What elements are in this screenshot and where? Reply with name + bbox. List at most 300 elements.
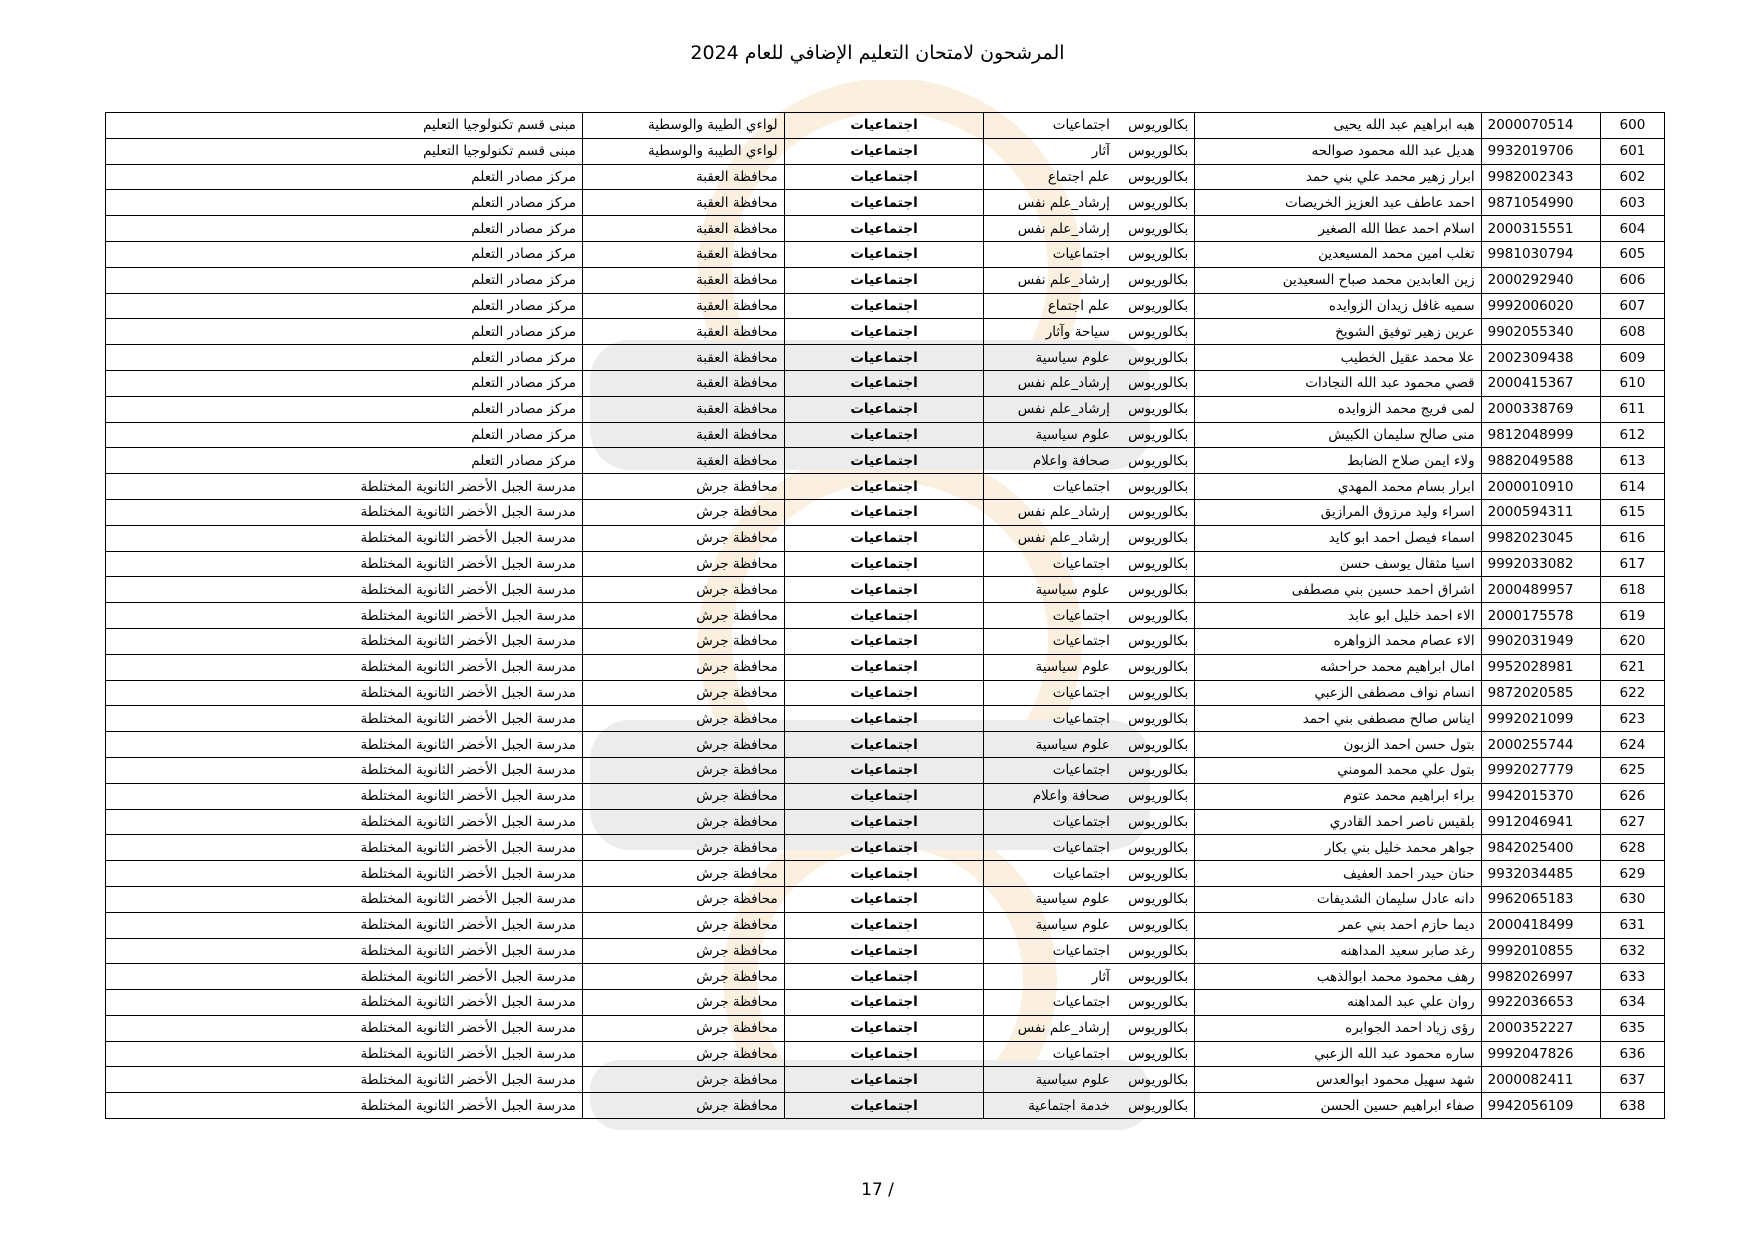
specialization-cell: اجتماعيات — [984, 241, 1116, 267]
row-index-cell: 618 — [1600, 577, 1664, 603]
branch-cell: اجتماعيات — [784, 525, 984, 551]
candidate-name-cell: حنان حيدر احمد العفيف — [1195, 861, 1481, 887]
exam-center-cell: مدرسة الجبل الأخضر الثانوية المختلطة — [106, 474, 583, 500]
branch-cell: اجتماعيات — [784, 912, 984, 938]
directorate-cell: محافظة جرش — [582, 474, 784, 500]
degree-cell: بكالوريوس — [1116, 809, 1195, 835]
specialization-cell: علم اجتماع — [984, 164, 1116, 190]
specialization-cell: اجتماعيات — [984, 628, 1116, 654]
exam-center-cell: مركز مصادر التعلم — [106, 293, 583, 319]
exam-center-cell: مدرسة الجبل الأخضر الثانوية المختلطة — [106, 732, 583, 758]
row-index-cell: 600 — [1600, 113, 1664, 139]
exam-center-cell: مبنى قسم تكنولوجيا التعليم — [106, 138, 583, 164]
directorate-cell: محافظة جرش — [582, 861, 784, 887]
candidates-table — [105, 112, 1665, 1119]
row-index-cell: 612 — [1600, 422, 1664, 448]
row-index-cell: 627 — [1600, 809, 1664, 835]
exam-center-cell: مدرسة الجبل الأخضر الثانوية المختلطة — [106, 783, 583, 809]
national-id-cell: 9962065183 — [1481, 886, 1600, 912]
branch-cell: اجتماعيات — [784, 783, 984, 809]
exam-center-cell: مركز مصادر التعلم — [106, 190, 583, 216]
specialization-cell: اجتماعيات — [984, 1041, 1116, 1067]
degree-cell: بكالوريوس — [1116, 499, 1195, 525]
branch-cell: اجتماعيات — [784, 422, 984, 448]
row-index-cell: 630 — [1600, 886, 1664, 912]
national-id-cell: 2000594311 — [1481, 499, 1600, 525]
row-index-cell: 626 — [1600, 783, 1664, 809]
national-id-cell: 2000315551 — [1481, 216, 1600, 242]
national-id-cell: 2000489957 — [1481, 577, 1600, 603]
specialization-cell: اجتماعيات — [984, 680, 1116, 706]
exam-center-cell: مدرسة الجبل الأخضر الثانوية المختلطة — [106, 603, 583, 629]
exam-center-cell: مركز مصادر التعلم — [106, 370, 583, 396]
national-id-cell: 9982002343 — [1481, 164, 1600, 190]
table-row — [106, 912, 1665, 938]
candidate-name-cell: اسيا مثقال يوسف حسن — [1195, 551, 1481, 577]
directorate-cell: محافظة جرش — [582, 706, 784, 732]
branch-cell: اجتماعيات — [784, 216, 984, 242]
specialization-cell: اجتماعيات — [984, 113, 1116, 139]
directorate-cell: محافظة جرش — [582, 835, 784, 861]
directorate-cell: محافظة العقبة — [582, 345, 784, 371]
candidate-name-cell: الاء عصام محمد الزواهره — [1195, 628, 1481, 654]
candidate-name-cell: جواهر محمد خليل بني بكار — [1195, 835, 1481, 861]
national-id-cell: 9992006020 — [1481, 293, 1600, 319]
table-row — [106, 345, 1665, 371]
branch-cell: اجتماعيات — [784, 757, 984, 783]
national-id-cell: 2000070514 — [1481, 113, 1600, 139]
row-index-cell: 611 — [1600, 396, 1664, 422]
national-id-cell: 2000292940 — [1481, 267, 1600, 293]
table-row — [106, 654, 1665, 680]
exam-center-cell: مدرسة الجبل الأخضر الثانوية المختلطة — [106, 835, 583, 861]
branch-cell: اجتماعيات — [784, 190, 984, 216]
table-row — [106, 422, 1665, 448]
national-id-cell: 9882049588 — [1481, 448, 1600, 474]
branch-cell: اجتماعيات — [784, 628, 984, 654]
table-row — [106, 938, 1665, 964]
table-row — [106, 861, 1665, 887]
row-index-cell: 620 — [1600, 628, 1664, 654]
page-number: 17 / — [861, 1180, 894, 1200]
degree-cell: بكالوريوس — [1116, 1093, 1195, 1119]
candidate-name-cell: انسام نواف مصطفى الزعبي — [1195, 680, 1481, 706]
national-id-cell: 2000255744 — [1481, 732, 1600, 758]
national-id-cell: 2000338769 — [1481, 396, 1600, 422]
row-index-cell: 621 — [1600, 654, 1664, 680]
exam-center-cell: مدرسة الجبل الأخضر الثانوية المختلطة — [106, 680, 583, 706]
specialization-cell: إرشاد_علم نفس — [984, 190, 1116, 216]
degree-cell: بكالوريوس — [1116, 241, 1195, 267]
directorate-cell: محافظة العقبة — [582, 164, 784, 190]
candidate-name-cell: ساره محمود عبد الله الزعبي — [1195, 1041, 1481, 1067]
table-row — [106, 835, 1665, 861]
directorate-cell: محافظة العقبة — [582, 396, 784, 422]
specialization-cell: علوم سياسية — [984, 422, 1116, 448]
specialization-cell: اجتماعيات — [984, 603, 1116, 629]
row-index-cell: 610 — [1600, 370, 1664, 396]
branch-cell: اجتماعيات — [784, 964, 984, 990]
specialization-cell: علوم سياسية — [984, 345, 1116, 371]
specialization-cell: اجتماعيات — [984, 990, 1116, 1016]
candidate-name-cell: هديل عبد الله محمود صوالحه — [1195, 138, 1481, 164]
candidate-name-cell: منى صالح سليمان الكبيش — [1195, 422, 1481, 448]
exam-center-cell: مدرسة الجبل الأخضر الثانوية المختلطة — [106, 1015, 583, 1041]
directorate-cell: محافظة العقبة — [582, 241, 784, 267]
table-row — [106, 757, 1665, 783]
row-index-cell: 636 — [1600, 1041, 1664, 1067]
row-index-cell: 606 — [1600, 267, 1664, 293]
branch-cell: اجتماعيات — [784, 1015, 984, 1041]
table-row — [106, 732, 1665, 758]
directorate-cell: محافظة العقبة — [582, 216, 784, 242]
specialization-cell: إرشاد_علم نفس — [984, 267, 1116, 293]
branch-cell: اجتماعيات — [784, 732, 984, 758]
candidate-name-cell: هبه ابراهيم عبد الله يحيى — [1195, 113, 1481, 139]
table-row — [106, 551, 1665, 577]
specialization-cell: إرشاد_علم نفس — [984, 370, 1116, 396]
row-index-cell: 608 — [1600, 319, 1664, 345]
specialization-cell: علوم سياسية — [984, 732, 1116, 758]
row-index-cell: 602 — [1600, 164, 1664, 190]
national-id-cell: 9842025400 — [1481, 835, 1600, 861]
national-id-cell: 9902031949 — [1481, 628, 1600, 654]
degree-cell: بكالوريوس — [1116, 474, 1195, 500]
table-row — [106, 525, 1665, 551]
national-id-cell: 9992027779 — [1481, 757, 1600, 783]
national-id-cell: 9992033082 — [1481, 551, 1600, 577]
row-index-cell: 628 — [1600, 835, 1664, 861]
specialization-cell: اجتماعيات — [984, 474, 1116, 500]
table-row — [106, 499, 1665, 525]
candidate-name-cell: دانه عادل سليمان الشديفات — [1195, 886, 1481, 912]
directorate-cell: محافظة جرش — [582, 1015, 784, 1041]
exam-center-cell: مركز مصادر التعلم — [106, 164, 583, 190]
exam-center-cell: مدرسة الجبل الأخضر الثانوية المختلطة — [106, 912, 583, 938]
national-id-cell: 9932019706 — [1481, 138, 1600, 164]
table-row — [106, 396, 1665, 422]
candidate-name-cell: براء ابراهيم محمد عتوم — [1195, 783, 1481, 809]
candidate-name-cell: قصي محمود عبد الله النجادات — [1195, 370, 1481, 396]
candidate-name-cell: بتول حسن احمد الزبون — [1195, 732, 1481, 758]
branch-cell: اجتماعيات — [784, 680, 984, 706]
candidate-name-cell: احمد عاطف عبد العزيز الخريصات — [1195, 190, 1481, 216]
directorate-cell: محافظة جرش — [582, 732, 784, 758]
branch-cell: اجتماعيات — [784, 499, 984, 525]
candidate-name-cell: اسراء وليد مرزوق المرازيق — [1195, 499, 1481, 525]
specialization-cell: خدمة اجتماعية — [984, 1093, 1116, 1119]
national-id-cell: 9982023045 — [1481, 525, 1600, 551]
candidate-name-cell: رؤى زياد احمد الجوابره — [1195, 1015, 1481, 1041]
directorate-cell: محافظة جرش — [582, 551, 784, 577]
exam-center-cell: مركز مصادر التعلم — [106, 216, 583, 242]
specialization-cell: إرشاد_علم نفس — [984, 1015, 1116, 1041]
national-id-cell: 9942056109 — [1481, 1093, 1600, 1119]
directorate-cell: محافظة العقبة — [582, 293, 784, 319]
degree-cell: بكالوريوس — [1116, 370, 1195, 396]
degree-cell: بكالوريوس — [1116, 603, 1195, 629]
row-index-cell: 625 — [1600, 757, 1664, 783]
degree-cell: بكالوريوس — [1116, 319, 1195, 345]
row-index-cell: 619 — [1600, 603, 1664, 629]
national-id-cell: 9872020585 — [1481, 680, 1600, 706]
directorate-cell: محافظة العقبة — [582, 267, 784, 293]
branch-cell: اجتماعيات — [784, 448, 984, 474]
degree-cell: بكالوريوس — [1116, 732, 1195, 758]
exam-center-cell: مدرسة الجبل الأخضر الثانوية المختلطة — [106, 706, 583, 732]
candidate-name-cell: زين العابدين محمد صباح السعيدين — [1195, 267, 1481, 293]
branch-cell: اجتماعيات — [784, 551, 984, 577]
specialization-cell: اجتماعيات — [984, 835, 1116, 861]
directorate-cell: محافظة جرش — [582, 1093, 784, 1119]
exam-center-cell: مدرسة الجبل الأخضر الثانوية المختلطة — [106, 525, 583, 551]
row-index-cell: 603 — [1600, 190, 1664, 216]
branch-cell: اجتماعيات — [784, 706, 984, 732]
table-row — [106, 113, 1665, 139]
degree-cell: بكالوريوس — [1116, 628, 1195, 654]
directorate-cell: محافظة جرش — [582, 628, 784, 654]
directorate-cell: محافظة جرش — [582, 886, 784, 912]
specialization-cell: آثار — [984, 964, 1116, 990]
branch-cell: اجتماعيات — [784, 345, 984, 371]
branch-cell: اجتماعيات — [784, 267, 984, 293]
directorate-cell: محافظة جرش — [582, 938, 784, 964]
candidate-name-cell: سميه غافل زيدان الزوايده — [1195, 293, 1481, 319]
candidate-name-cell: اسلام احمد عطا الله الصغير — [1195, 216, 1481, 242]
specialization-cell: صحافة واعلام — [984, 448, 1116, 474]
exam-center-cell: مدرسة الجبل الأخضر الثانوية المختلطة — [106, 938, 583, 964]
degree-cell: بكالوريوس — [1116, 525, 1195, 551]
row-index-cell: 615 — [1600, 499, 1664, 525]
row-index-cell: 637 — [1600, 1067, 1664, 1093]
candidate-name-cell: امال ابراهيم محمد حراحشه — [1195, 654, 1481, 680]
national-id-cell: 9942015370 — [1481, 783, 1600, 809]
branch-cell: اجتماعيات — [784, 474, 984, 500]
directorate-cell: محافظة العقبة — [582, 190, 784, 216]
exam-center-cell: مدرسة الجبل الأخضر الثانوية المختلطة — [106, 1041, 583, 1067]
directorate-cell: محافظة جرش — [582, 499, 784, 525]
table-row — [106, 577, 1665, 603]
branch-cell: اجتماعيات — [784, 293, 984, 319]
exam-center-cell: مدرسة الجبل الأخضر الثانوية المختلطة — [106, 757, 583, 783]
branch-cell: اجتماعيات — [784, 1067, 984, 1093]
branch-cell: اجتماعيات — [784, 370, 984, 396]
exam-center-cell: مدرسة الجبل الأخضر الثانوية المختلطة — [106, 886, 583, 912]
exam-center-cell: مركز مصادر التعلم — [106, 267, 583, 293]
row-index-cell: 629 — [1600, 861, 1664, 887]
candidate-name-cell: صفاء ابراهيم حسين الحسن — [1195, 1093, 1481, 1119]
table-row — [106, 164, 1665, 190]
degree-cell: بكالوريوس — [1116, 1041, 1195, 1067]
national-id-cell: 9902055340 — [1481, 319, 1600, 345]
specialization-cell: اجتماعيات — [984, 861, 1116, 887]
degree-cell: بكالوريوس — [1116, 912, 1195, 938]
row-index-cell: 631 — [1600, 912, 1664, 938]
exam-center-cell: مركز مصادر التعلم — [106, 241, 583, 267]
exam-center-cell: مركز مصادر التعلم — [106, 422, 583, 448]
national-id-cell: 9952028981 — [1481, 654, 1600, 680]
specialization-cell: إرشاد_علم نفس — [984, 216, 1116, 242]
national-id-cell: 9871054990 — [1481, 190, 1600, 216]
exam-center-cell: مركز مصادر التعلم — [106, 319, 583, 345]
table-row — [106, 964, 1665, 990]
candidate-name-cell: ايناس صالح مصطفى بني احمد — [1195, 706, 1481, 732]
table-body — [106, 113, 1665, 1119]
exam-center-cell: مدرسة الجبل الأخضر الثانوية المختلطة — [106, 628, 583, 654]
specialization-cell: إرشاد_علم نفس — [984, 396, 1116, 422]
specialization-cell: علوم سياسية — [984, 912, 1116, 938]
row-index-cell: 634 — [1600, 990, 1664, 1016]
table-row — [106, 138, 1665, 164]
branch-cell: اجتماعيات — [784, 1093, 984, 1119]
row-index-cell: 605 — [1600, 241, 1664, 267]
exam-center-cell: مدرسة الجبل الأخضر الثانوية المختلطة — [106, 654, 583, 680]
specialization-cell: علم اجتماع — [984, 293, 1116, 319]
table-row — [106, 1093, 1665, 1119]
candidate-name-cell: روان علي عبد المداهنه — [1195, 990, 1481, 1016]
directorate-cell: محافظة العقبة — [582, 448, 784, 474]
specialization-cell: صحافة واعلام — [984, 783, 1116, 809]
specialization-cell: علوم سياسية — [984, 1067, 1116, 1093]
candidate-name-cell: اشراق احمد حسين بني مصطفى — [1195, 577, 1481, 603]
specialization-cell: علوم سياسية — [984, 654, 1116, 680]
row-index-cell: 617 — [1600, 551, 1664, 577]
candidate-name-cell: اسماء فيصل احمد ابو كايد — [1195, 525, 1481, 551]
branch-cell: اجتماعيات — [784, 1041, 984, 1067]
branch-cell: اجتماعيات — [784, 241, 984, 267]
national-id-cell: 2002309438 — [1481, 345, 1600, 371]
degree-cell: بكالوريوس — [1116, 783, 1195, 809]
degree-cell: بكالوريوس — [1116, 654, 1195, 680]
row-index-cell: 622 — [1600, 680, 1664, 706]
row-index-cell: 601 — [1600, 138, 1664, 164]
degree-cell: بكالوريوس — [1116, 113, 1195, 139]
specialization-cell: إرشاد_علم نفس — [984, 499, 1116, 525]
national-id-cell: 9992021099 — [1481, 706, 1600, 732]
candidate-name-cell: بتول علي محمد المومني — [1195, 757, 1481, 783]
degree-cell: بكالوريوس — [1116, 964, 1195, 990]
exam-center-cell: مدرسة الجبل الأخضر الثانوية المختلطة — [106, 964, 583, 990]
branch-cell: اجتماعيات — [784, 886, 984, 912]
table-row — [106, 267, 1665, 293]
row-index-cell: 607 — [1600, 293, 1664, 319]
table-row — [106, 319, 1665, 345]
candidate-name-cell: الاء احمد خليل ابو عابد — [1195, 603, 1481, 629]
directorate-cell: محافظة جرش — [582, 783, 784, 809]
directorate-cell: محافظة جرش — [582, 912, 784, 938]
table-row — [106, 293, 1665, 319]
directorate-cell: محافظة جرش — [582, 990, 784, 1016]
candidate-name-cell: بلقيس ناصر احمد القادري — [1195, 809, 1481, 835]
national-id-cell: 2000082411 — [1481, 1067, 1600, 1093]
degree-cell: بكالوريوس — [1116, 345, 1195, 371]
branch-cell: اجتماعيات — [784, 990, 984, 1016]
row-index-cell: 604 — [1600, 216, 1664, 242]
branch-cell: اجتماعيات — [784, 654, 984, 680]
table-row — [106, 474, 1665, 500]
degree-cell: بكالوريوس — [1116, 164, 1195, 190]
national-id-cell: 2000352227 — [1481, 1015, 1600, 1041]
national-id-cell: 9912046941 — [1481, 809, 1600, 835]
table-row — [106, 706, 1665, 732]
exam-center-cell: مدرسة الجبل الأخضر الثانوية المختلطة — [106, 499, 583, 525]
degree-cell: بكالوريوس — [1116, 448, 1195, 474]
branch-cell: اجتماعيات — [784, 835, 984, 861]
candidate-name-cell: ديما حازم احمد بني عمر — [1195, 912, 1481, 938]
candidate-name-cell: عرين زهير توفيق الشويخ — [1195, 319, 1481, 345]
candidate-name-cell: علا محمد عقيل الخطيب — [1195, 345, 1481, 371]
directorate-cell: محافظة جرش — [582, 757, 784, 783]
national-id-cell: 2000415367 — [1481, 370, 1600, 396]
national-id-cell: 9992047826 — [1481, 1041, 1600, 1067]
national-id-cell: 9812048999 — [1481, 422, 1600, 448]
branch-cell: اجتماعيات — [784, 164, 984, 190]
national-id-cell: 2000175578 — [1481, 603, 1600, 629]
degree-cell: بكالوريوس — [1116, 138, 1195, 164]
national-id-cell: 9992010855 — [1481, 938, 1600, 964]
specialization-cell: اجتماعيات — [984, 809, 1116, 835]
row-index-cell: 633 — [1600, 964, 1664, 990]
national-id-cell: 9982026997 — [1481, 964, 1600, 990]
national-id-cell: 9932034485 — [1481, 861, 1600, 887]
specialization-cell: علوم سياسية — [984, 886, 1116, 912]
directorate-cell: محافظة جرش — [582, 603, 784, 629]
degree-cell: بكالوريوس — [1116, 706, 1195, 732]
candidate-name-cell: ولاء ايمن صلاح الضابط — [1195, 448, 1481, 474]
directorate-cell: محافظة جرش — [582, 654, 784, 680]
specialization-cell: اجتماعيات — [984, 551, 1116, 577]
row-index-cell: 616 — [1600, 525, 1664, 551]
degree-cell: بكالوريوس — [1116, 757, 1195, 783]
table-row — [106, 990, 1665, 1016]
table-row — [106, 241, 1665, 267]
directorate-cell: محافظة جرش — [582, 1041, 784, 1067]
directorate-cell: محافظة جرش — [582, 525, 784, 551]
table-row — [106, 1015, 1665, 1041]
exam-center-cell: مركز مصادر التعلم — [106, 396, 583, 422]
exam-center-cell: مدرسة الجبل الأخضر الثانوية المختلطة — [106, 577, 583, 603]
table-row — [106, 886, 1665, 912]
exam-center-cell: مركز مصادر التعلم — [106, 448, 583, 474]
specialization-cell: سياحة وآثار — [984, 319, 1116, 345]
degree-cell: بكالوريوس — [1116, 680, 1195, 706]
directorate-cell: محافظة جرش — [582, 680, 784, 706]
degree-cell: بكالوريوس — [1116, 396, 1195, 422]
branch-cell: اجتماعيات — [784, 577, 984, 603]
degree-cell: بكالوريوس — [1116, 1015, 1195, 1041]
row-index-cell: 609 — [1600, 345, 1664, 371]
branch-cell: اجتماعيات — [784, 938, 984, 964]
candidate-name-cell: ابرار بسام محمد المهدي — [1195, 474, 1481, 500]
table-row — [106, 370, 1665, 396]
row-index-cell: 623 — [1600, 706, 1664, 732]
branch-cell: اجتماعيات — [784, 809, 984, 835]
exam-center-cell: مدرسة الجبل الأخضر الثانوية المختلطة — [106, 1093, 583, 1119]
page-title: المرشحون لامتحان التعليم الإضافي للعام 2024 — [690, 42, 1065, 64]
degree-cell: بكالوريوس — [1116, 938, 1195, 964]
directorate-cell: محافظة العقبة — [582, 319, 784, 345]
row-index-cell: 614 — [1600, 474, 1664, 500]
degree-cell: بكالوريوس — [1116, 267, 1195, 293]
exam-center-cell: مدرسة الجبل الأخضر الثانوية المختلطة — [106, 861, 583, 887]
specialization-cell: آثار — [984, 138, 1116, 164]
degree-cell: بكالوريوس — [1116, 551, 1195, 577]
branch-cell: اجتماعيات — [784, 319, 984, 345]
candidate-name-cell: لمى فريج محمد الزوايده — [1195, 396, 1481, 422]
exam-center-cell: مدرسة الجبل الأخضر الثانوية المختلطة — [106, 990, 583, 1016]
directorate-cell: محافظة جرش — [582, 577, 784, 603]
degree-cell: بكالوريوس — [1116, 190, 1195, 216]
